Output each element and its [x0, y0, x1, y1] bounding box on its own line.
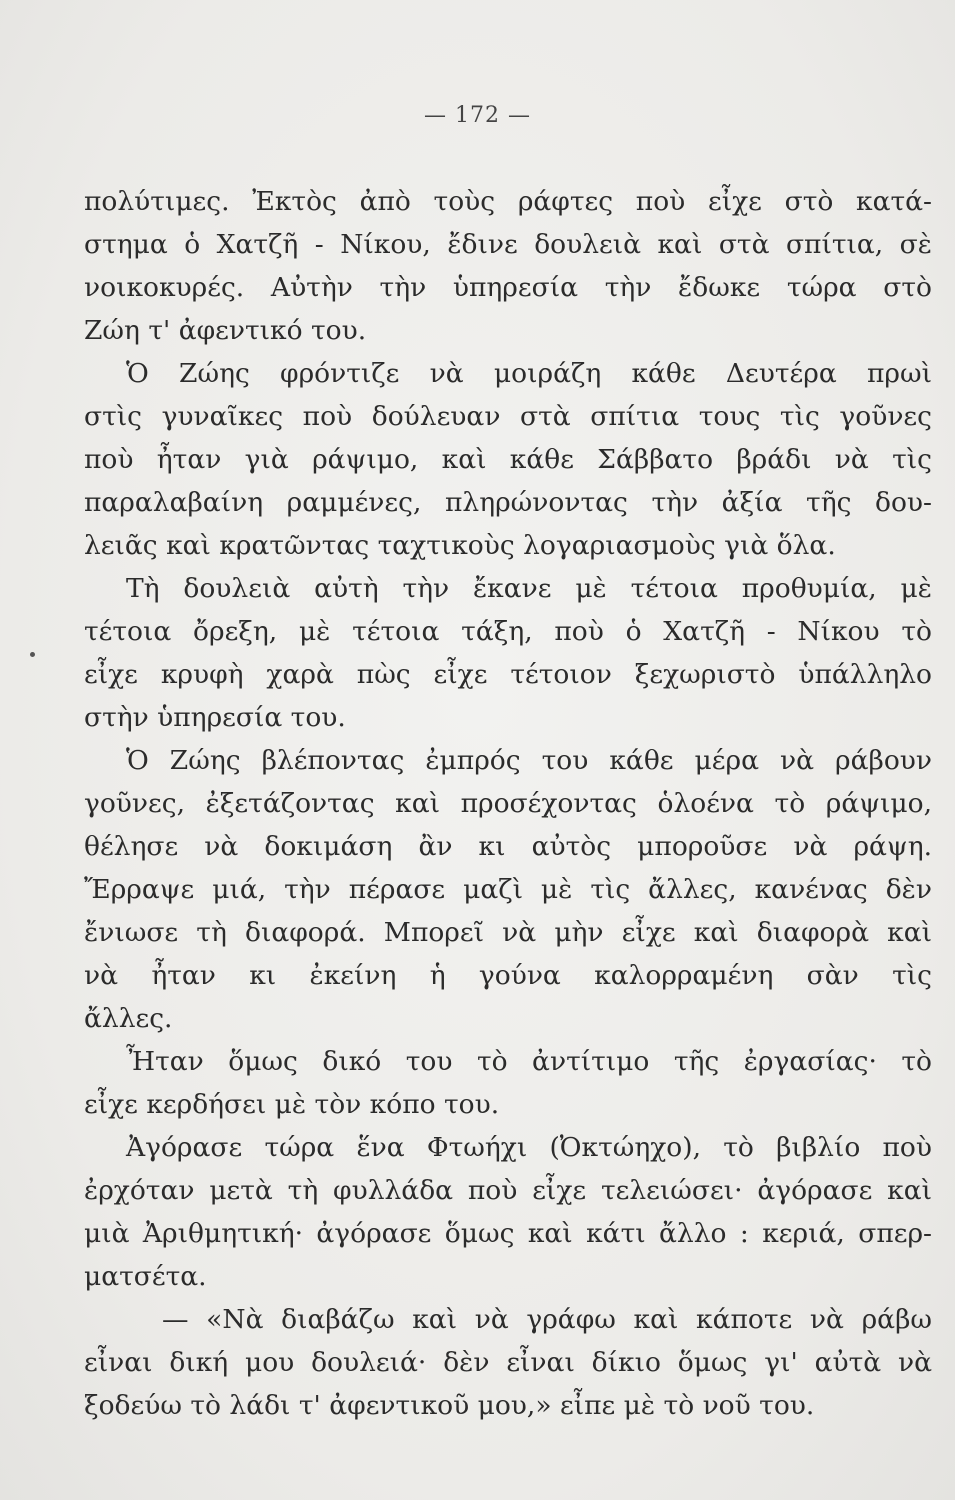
text-line: πολύτιμες. Ἐκτὸς ἀπὸ τοὺς ράφτες ποὺ εἶχε στὸ κατά-: [84, 186, 932, 217]
page-number: — 172 —: [424, 103, 531, 128]
text-line: ἐρχόταν μετὰ τὴ φυλλάδα ποὺ εἶχε τελειώσει· ἀγόρασε καὶ: [84, 1175, 932, 1206]
text-line: ἔνιωσε τὴ διαφορά. Μπορεῖ νὰ μὴν εἶχε καὶ διαφορὰ καὶ: [84, 917, 932, 948]
text-line: ποὺ ἦταν γιὰ ράψιμο, καὶ κάθε Σάββατο βράδι νὰ τὶς: [84, 444, 932, 475]
text-line: γοῦνες, ἐξετάζοντας καὶ προσέχοντας ὁλοένα τὸ ράψιμο,: [84, 788, 932, 819]
text-line: στὴν ὑπηρεσία του.: [84, 702, 346, 733]
print-speck: [30, 652, 35, 657]
text-line: Ἀγόρασε τώρα ἕνα Φτωήχι (Ὀκτώηχο), τὸ βιβλίο ποὺ: [126, 1132, 932, 1163]
text-line: τέτοια ὄρεξη, μὲ τέτοια τάξη, ποὺ ὁ Χατζῆ - Νίκου τὸ: [84, 616, 932, 647]
text-line: ἄλλες.: [84, 1003, 173, 1034]
text-line: εἶναι δική μου δουλειά· δὲν εἶναι δίκιο ὅμως γι' αὐτὰ νὰ: [84, 1347, 932, 1378]
text-line: Ἔρραψε μιά, τὴν πέρασε μαζὶ μὲ τὶς ἄλλες, κανένας δὲν: [84, 874, 932, 905]
text-line: στὶς γυναῖκες ποὺ δούλευαν στὰ σπίτια τους τὶς γοῦνες: [84, 401, 932, 432]
text-line: Ζώη τ' ἀφεντικό του.: [84, 315, 367, 346]
text-line: ξοδεύω τὸ λάδι τ' ἀφεντικοῦ μου,» εἶπε μὲ τὸ νοῦ του.: [84, 1390, 815, 1421]
text-line: Ἦταν ὅμως δικό του τὸ ἀντίτιμο τῆς ἐργασίας· τὸ: [126, 1046, 932, 1077]
text-line: νοικοκυρές. Αὐτὴν τὴν ὑπηρεσία τὴν ἔδωκε τώρα στὸ: [84, 272, 932, 303]
text-line: ματσέτα.: [84, 1261, 207, 1292]
text-line: Ὁ Ζώης φρόντιζε νὰ μοιράζη κάθε Δευτέρα πρωὶ: [126, 358, 932, 389]
text-line: εἶχε κρυφὴ χαρὰ πὼς εἶχε τέτοιον ξεχωριστὸ ὑπάλληλο: [84, 659, 932, 690]
text-line: Ὁ Ζώης βλέποντας ἐμπρός του κάθε μέρα νὰ ράβουν: [126, 745, 932, 776]
text-line: στημα ὁ Χατζῆ - Νίκου, ἔδινε δουλειὰ καὶ στὰ σπίτια, σὲ: [84, 229, 932, 260]
text-line: θέλησε νὰ δοκιμάση ἂν κι αὐτὸς μποροῦσε νὰ ράψη.: [84, 831, 932, 862]
text-line: λειᾶς καὶ κρατῶντας ταχτικοὺς λογαριασμοὺς γιὰ ὅλα.: [84, 530, 836, 561]
text-line: νὰ ἦταν κι ἐκείνη ἡ γούνα καλορραμένη σὰν τὶς: [84, 960, 932, 991]
text-line: Τὴ δουλειὰ αὐτὴ τὴν ἔκανε μὲ τέτοια προθυμία, μὲ: [126, 573, 932, 604]
text-line: παραλαβαίνη ραμμένες, πληρώνοντας τὴν ἀξία τῆς δου-: [84, 487, 932, 518]
text-line: εἶχε κερδήσει μὲ τὸν κόπο του.: [84, 1089, 500, 1120]
text-line: μιὰ Ἀριθμητική· ἀγόρασε ὅμως καὶ κάτι ἄλλο : κεριά, σπερ-: [84, 1218, 932, 1249]
body-text: [84, 180, 932, 1427]
text-line: — «Νὰ διαβάζω καὶ νὰ γράφω καὶ κάποτε νὰ ράβω: [162, 1304, 932, 1335]
